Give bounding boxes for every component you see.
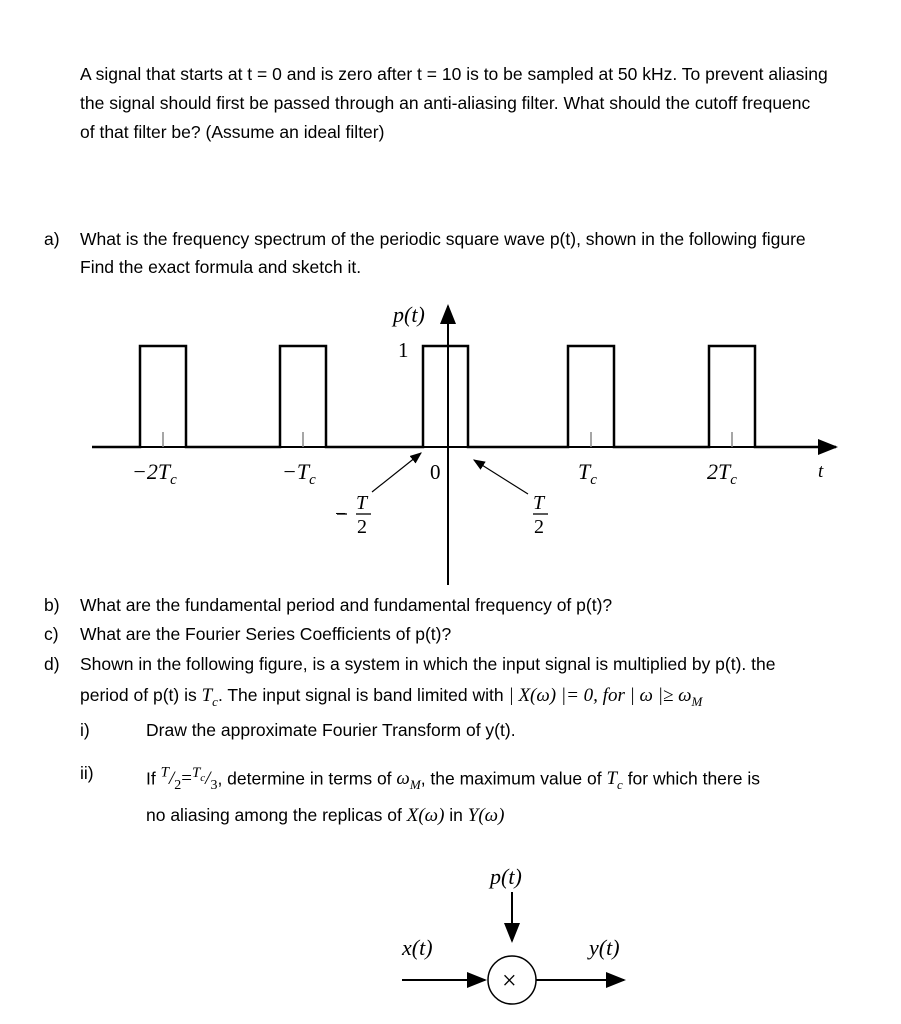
omega-m-symbol: $\omega_M$ xyxy=(396,768,421,793)
t-axis-label: t xyxy=(818,461,824,482)
question-d-i-text: Draw the approximate Fourier Transform of y(t). xyxy=(146,720,516,740)
half-period-neg-numerator: T xyxy=(356,492,368,514)
band-limit-condition: | X(ω) |= 0, for | ω |≥ $\omega_M$ xyxy=(508,685,703,709)
tick-label-2Tc: $2T_c$ xyxy=(707,459,737,488)
question-b-text: What are the fundamental period and fundamental frequency of p(t)? xyxy=(80,595,613,615)
ylabel-pt: p(t) xyxy=(393,302,425,327)
question-d-label: d) xyxy=(44,654,60,674)
ii-tail-text: for which there is xyxy=(622,768,760,789)
question-c-text: What are the Fourier Series Coefficients of p(t)? xyxy=(80,624,452,644)
diagram-y-label: y(t) xyxy=(589,935,620,960)
intro-line-2: the signal should first be passed through an anti-aliasing filter. What should the cutoff frequenc xyxy=(80,93,811,113)
intro-line-1: A signal that starts at t = 0 and is zero after t = 10 is to be sampled at 50 kHz. To prevent aliasing xyxy=(80,64,828,84)
half-period-pos-numerator: T xyxy=(533,492,545,514)
multiplier-symbol: × xyxy=(502,966,517,995)
question-a-line-2: Find the exact formula and sketch it. xyxy=(80,257,362,277)
tick-label-negTc: $-T_c$ xyxy=(282,459,316,488)
ii-rest-text: , the maximum value of xyxy=(420,768,607,789)
tick-label-Tc: $T_c$ xyxy=(578,459,597,488)
question-c-label: c) xyxy=(44,624,59,644)
intro-line-3: of that filter be? (Assume an ideal filter) xyxy=(80,122,385,142)
if-word: If xyxy=(146,768,161,789)
ii-mid-text: , determine in terms of xyxy=(217,768,397,789)
origin-label: 0 xyxy=(430,460,441,484)
half-period-neg-minus: − xyxy=(335,503,347,525)
diagram-x-label: x(t) xyxy=(402,935,433,960)
condition-expression: $^T/_2=^{T_c}/_3$ xyxy=(160,765,218,794)
question-b-label: b) xyxy=(44,595,60,615)
tc-symbol: $T_c$ xyxy=(606,768,623,793)
ii-in-word: in xyxy=(444,805,468,825)
x-omega-symbol: X(ω) xyxy=(406,805,445,826)
period-symbol: $T_c$ xyxy=(201,685,218,709)
diagram-p-label: p(t) xyxy=(490,864,522,889)
amplitude-label: 1 xyxy=(398,338,409,362)
half-period-neg-denominator: 2 xyxy=(357,516,367,538)
half-period-pos-denominator: 2 xyxy=(534,516,544,538)
y-omega-symbol: Y(ω) xyxy=(467,805,505,826)
question-d-line-2-mid: . The input signal is band limited with xyxy=(217,685,509,705)
question-a-line-1: What is the frequency spectrum of the periodic square wave p(t), shown in the following figure xyxy=(80,229,806,249)
question-d-line-1: Shown in the following figure, is a system in which the input signal is multiplied by p(t). the xyxy=(80,654,776,674)
tick-label-neg2Tc: $-2T_c$ xyxy=(132,459,177,488)
question-d-i-label: i) xyxy=(80,720,90,740)
question-a-label: a) xyxy=(44,229,60,249)
ii-line2-pre: no aliasing among the replicas of xyxy=(146,805,407,825)
question-d-ii-label: ii) xyxy=(80,763,94,783)
question-d-line-2-pre: period of p(t) is xyxy=(80,685,202,705)
